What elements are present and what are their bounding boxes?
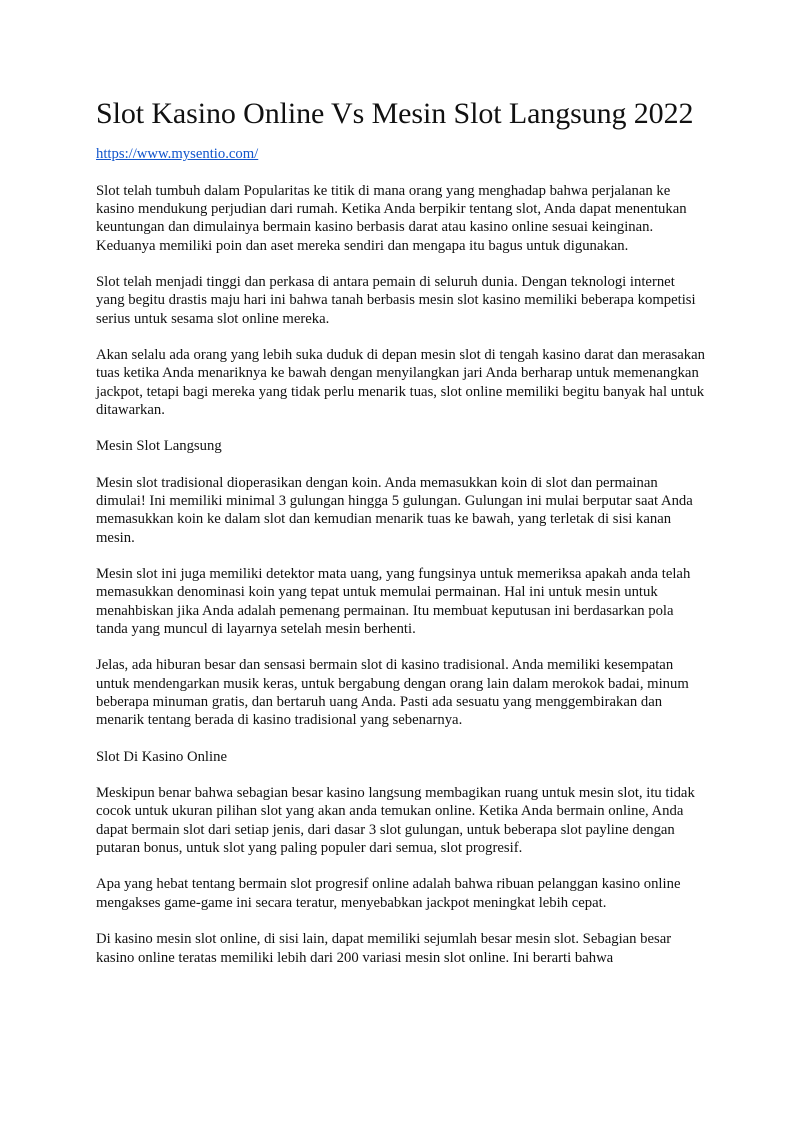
paragraph: Slot telah tumbuh dalam Popularitas ke titik di mana orang yang menghadap bahwa perjalanan ke kasino mendukung perjudian dari rumah. Ketika Anda berpikir tentang slot, Anda dapat menentukan keuntungan dan dimulainya bermain kasino berbasis darat atau kasino online sesuai keinginan. Keduanya memiliki poin dan aset mereka sendiri dan mengapa itu bagus untuk digunakan. [96, 182, 687, 254]
paragraph: Di kasino mesin slot online, di sisi lain, dapat memiliki sejumlah besar mesin slot. Sebagian besar kasino online teratas memiliki lebih dari 200 variasi mesin slot online. Ini berarti bahwa [96, 931, 672, 966]
document-page [96, 96, 706, 985]
section-heading: Slot Di Kasino Online [96, 748, 227, 765]
paragraph: Meskipun benar bahwa sebagian besar kasino langsung membagikan ruang untuk mesin slot, itu tidak cocok untuk ukuran pilihan slot yang akan anda temukan online. Ketika Anda bermain online, Anda dapat bermain slot dari setiap jenis, dari dasar 3 slot gulungan, untuk beberapa slot payline dengan putaran bonus, untuk slot yang paling populer dari semua, slot progresif. [96, 785, 695, 857]
paragraph: Jelas, ada hiburan besar dan sensasi bermain slot di kasino tradisional. Anda memiliki kesempatan untuk mendengarkan musik keras, untuk bergabung dengan orang lain dalam merokok badai, minum beberapa minuman gratis, dan bertaruh uang Anda. Pasti ada sesuatu yang menggembirakan dan menarik tentang berada di kasino tradisional yang sebenarnya. [96, 657, 689, 729]
paragraph: Mesin slot ini juga memiliki detektor mata uang, yang fungsinya untuk memeriksa apakah anda telah memasukkan denominasi koin yang tepat untuk memulai permainan. Hal ini untuk mesin untuk menahbiskan jika Anda adalah pemenang permainan. Itu membuat keputusan ini berdasarkan pola tanda yang muncul di layarnya setelah mesin berhenti. [96, 566, 691, 638]
paragraph: Akan selalu ada orang yang lebih suka duduk di depan mesin slot di tengah kasino darat dan merasakan tuas ketika Anda menariknya ke bawah dengan menyilangkan jari Anda berharap untuk memenangkan jackpot, tetapi bagi mereka yang tidak perlu menarik tuas, slot online memiliki begitu banyak hal untuk ditawarkan. [96, 346, 705, 418]
document-title: Slot Kasino Online Vs Mesin Slot Langsung 2022 [96, 97, 694, 130]
paragraph: Mesin slot tradisional dioperasikan dengan koin. Anda memasukkan koin di slot dan permainan dimulai! Ini memiliki minimal 3 gulungan hingga 5 gulungan. Gulungan ini mulai berputar saat Anda memasukkan koin ke dalam slot dan kemudian menarik tuas ke bawah, yang terletak di sisi kanan mesin. [96, 474, 693, 546]
paragraph: Apa yang hebat tentang bermain slot progresif online adalah bahwa ribuan pelanggan kasino online mengakses game-game ini secara teratur, menyebabkan jackpot meningkat lebih cepat. [96, 876, 681, 911]
paragraph: Slot telah menjadi tinggi dan perkasa di antara pemain di seluruh dunia. Dengan teknologi internet yang begitu drastis maju hari ini bahwa tanah berbasis mesin slot kasino memiliki beberapa kompetisi serius untuk sesama slot online mereka. [96, 273, 696, 327]
section-heading: Mesin Slot Langsung [96, 438, 222, 455]
website-link[interactable]: https://www.mysentio.com/ [96, 146, 259, 162]
